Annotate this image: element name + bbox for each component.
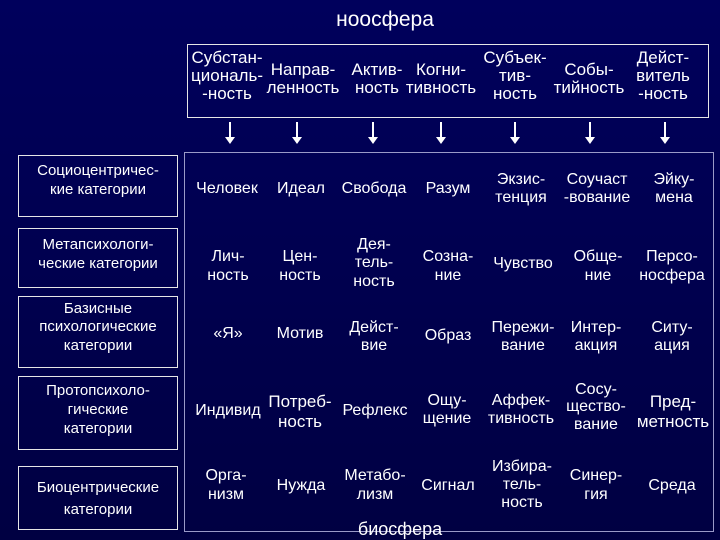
cell: Сосу- щество- вание (566, 381, 626, 433)
cell: Персо- носфера (639, 248, 705, 285)
cell: Лич- ность (207, 248, 249, 285)
cell: Ситу- ация (651, 319, 693, 355)
column-header-eventfulness: Собы- тийность (553, 60, 625, 97)
cell: Синер- гия (569, 467, 623, 504)
cell: Аффек- тивность (487, 392, 555, 428)
row-label-box (18, 466, 178, 530)
cell: Мотив (276, 325, 324, 342)
biosphere-title: биосфера (357, 519, 443, 539)
cell: Цен- ность (279, 248, 321, 285)
cell: Нужда (276, 477, 326, 494)
cell: Метабо- лизм (344, 467, 406, 504)
cell: Свобода (341, 180, 407, 197)
row-label-box (18, 155, 178, 217)
cell: Соучаст -вование (563, 171, 631, 207)
cell: Созна- ние (422, 248, 474, 285)
cell: Избира- тель- ность (492, 458, 552, 511)
noosphere-title: ноосфера (336, 8, 434, 31)
cell: Интер- акция (570, 319, 622, 355)
row-label-box (18, 228, 178, 288)
cell: Эйку- мена (653, 171, 695, 207)
cell: Разум (425, 180, 471, 197)
column-header-direction: Направ- ленность (266, 60, 340, 97)
cell: Идеал (277, 180, 325, 197)
column-header-activity: Актив- ность (351, 60, 403, 97)
arrow-down-icon (664, 122, 666, 138)
row-label-protopsychological: Протопсихоло- гические категории (46, 382, 150, 438)
cell: Дея- тель- ность (353, 236, 395, 290)
cell: Обще- ние (573, 248, 623, 285)
cell: Потреб- ность (268, 392, 332, 431)
cell: Дейст- вие (349, 319, 399, 354)
row-label-box (18, 296, 178, 368)
column-header-cognitivity: Когни- тивность (405, 60, 477, 97)
arrow-down-icon (440, 122, 442, 138)
cell: Рефлекс (342, 402, 408, 419)
cell: «Я» (213, 325, 243, 342)
arrow-down-icon (514, 122, 516, 138)
cell: Пережи- вание (491, 319, 555, 355)
cell: Образ (424, 327, 472, 344)
cell: Пред- метность (636, 392, 710, 431)
column-header-actuality: Дейст- витель -ность (636, 48, 690, 103)
row-label-box (18, 376, 178, 450)
column-header-substantiality: Субстан- циональ- -ность (191, 48, 263, 103)
cell: Человек (196, 180, 258, 197)
row-label-metapsychological: Метапсихологи- ческие категории (38, 236, 158, 272)
cell: Среда (648, 477, 696, 494)
arrow-down-icon (372, 122, 374, 138)
arrow-down-icon (296, 122, 298, 138)
cell: Сигнал (421, 477, 475, 494)
arrow-down-icon (589, 122, 591, 138)
row-label-biocentric: Биоцентрические категории (36, 479, 160, 518)
cell: Орга- низм (205, 467, 247, 504)
cell: Индивид (195, 402, 261, 419)
cell: Чувство (493, 255, 553, 272)
row-label-sociocentric: Социоцентричес- кие категории (37, 162, 159, 198)
arrow-down-icon (229, 122, 231, 138)
cell: Ощу- щение (422, 392, 472, 428)
cell: Экзис- тенция (495, 171, 547, 207)
column-header-subjectivity: Субъек- тив- ность (483, 48, 547, 103)
row-label-basic-psychological: Базисные психологические категории (39, 300, 157, 354)
